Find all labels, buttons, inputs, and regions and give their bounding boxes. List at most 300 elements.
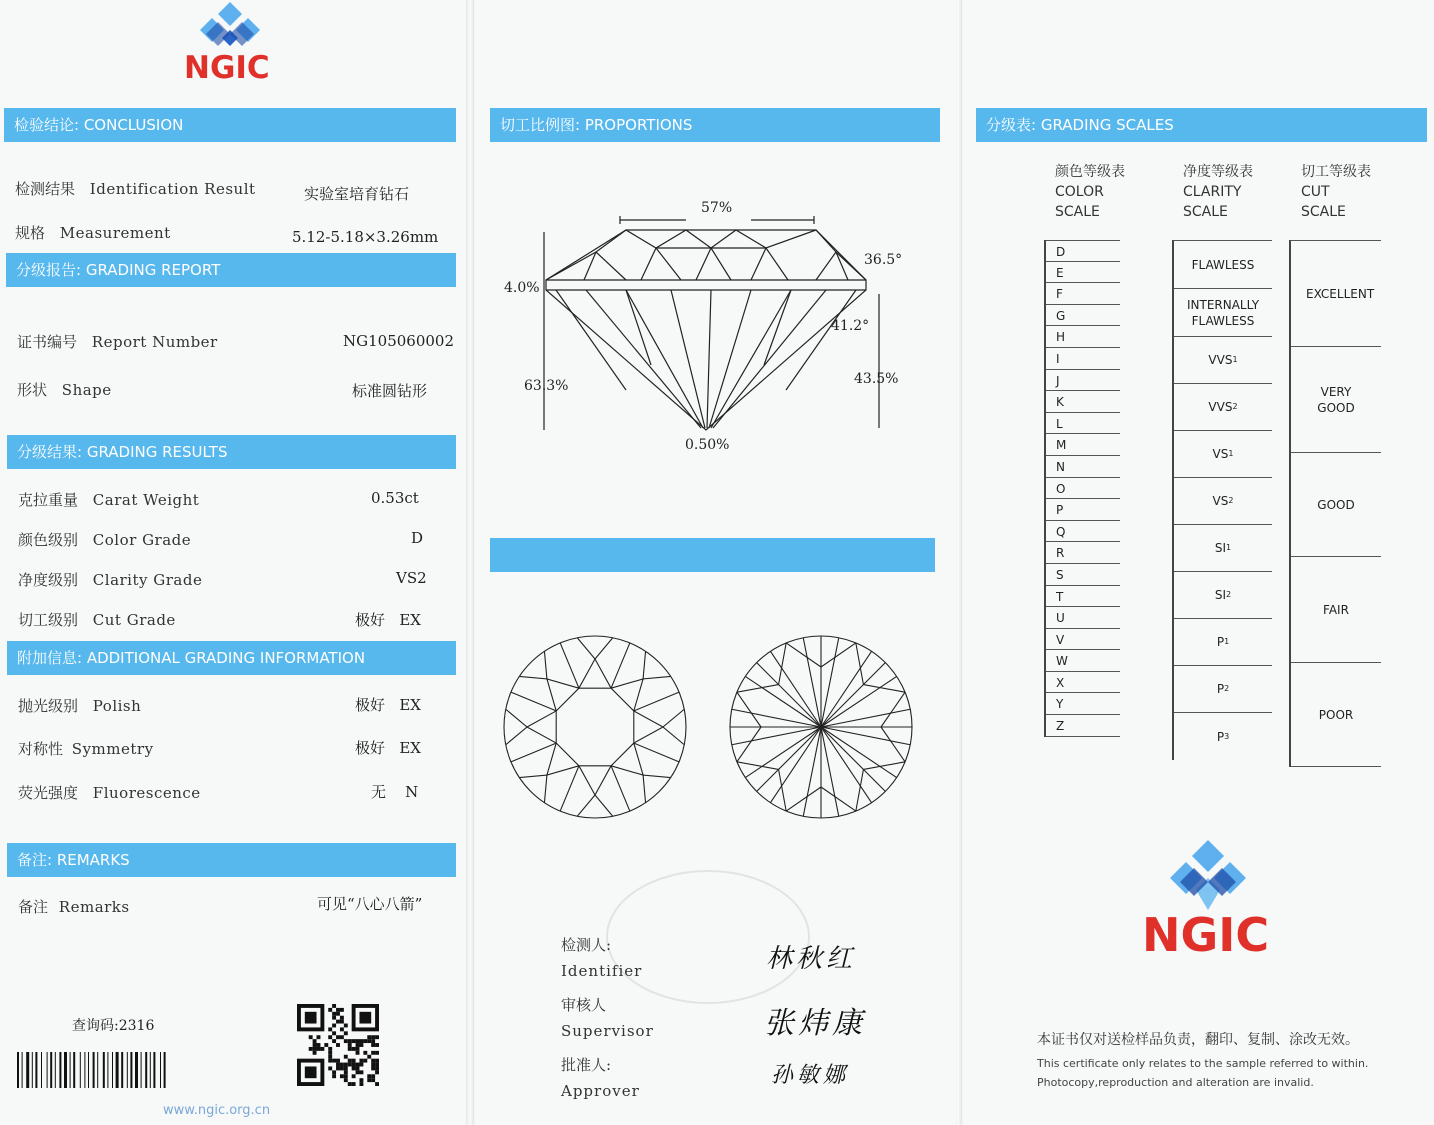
upper-girdle-facet <box>577 795 613 816</box>
qr-module <box>344 1039 348 1043</box>
barcode-bar <box>97 1052 98 1088</box>
qr-module <box>352 1066 356 1070</box>
clarity-grade-cell <box>1174 666 1272 713</box>
qr-module <box>371 1074 375 1078</box>
barcode-bar <box>141 1052 142 1088</box>
color-grade-cell: X <box>1046 672 1120 694</box>
color-grade-cell: S <box>1046 564 1120 586</box>
qr-module <box>336 1008 340 1012</box>
qr-module <box>344 1074 348 1078</box>
ngic-wordmark-large: NGIC <box>1142 908 1270 962</box>
table-percent: 57% <box>701 200 733 216</box>
qr-module <box>344 1066 348 1070</box>
lower-girdle-edge <box>881 727 905 762</box>
barcode-bar <box>160 1052 161 1088</box>
color-grade-cell: R <box>1046 542 1120 564</box>
cut-grade-cell <box>1291 663 1381 767</box>
remarks-header: 备注: REMARKS <box>7 843 456 877</box>
color-grade-cell: W <box>1046 650 1120 672</box>
clarity-grade-subscript: 2 <box>1232 402 1238 411</box>
qr-module <box>328 1055 332 1059</box>
clarity-scale-heading: 净度等级表 CLARITY SCALE <box>1183 164 1253 220</box>
color-grade-cell: V <box>1046 629 1120 651</box>
upper-girdle-facet <box>577 638 613 659</box>
qr-module <box>328 1027 332 1031</box>
grading-results-header: 分级结果: GRADING RESULTS <box>7 435 456 469</box>
clarity-grade-cell <box>1174 713 1272 760</box>
upper-girdle-facet <box>643 775 671 803</box>
clarity-grade-label: P <box>1216 635 1225 649</box>
qr-code-icon[interactable] <box>297 1004 379 1086</box>
grading-report-header: 分级报告: GRADING REPORT <box>6 253 456 287</box>
qr-module <box>371 1039 375 1043</box>
qr-module <box>348 1039 352 1043</box>
clarity-grade-label: VS <box>1212 494 1229 508</box>
clarity-grade-label: INTERNALLY FLAWLESS <box>1186 297 1260 328</box>
color-grade-cell: D <box>1046 240 1120 262</box>
qr-module <box>352 1047 356 1051</box>
qr-module <box>356 1066 360 1070</box>
qr-module <box>328 1008 332 1012</box>
qr-module <box>375 1051 379 1055</box>
clarity-grade-subscript: 1 <box>1228 449 1234 458</box>
pavilion-main-edge <box>757 663 821 727</box>
clarity-grade-cell <box>1174 337 1272 384</box>
disclaimer-en-line1: This certificate only relates to the sample referred to within. <box>1037 1057 1369 1070</box>
qr-module <box>352 1039 356 1043</box>
right-panel <box>964 0 1434 1125</box>
cut-scale-table <box>1289 240 1381 767</box>
lower-girdle-edge <box>821 787 856 811</box>
qr-module <box>352 1074 356 1078</box>
shape-row: 形状 Shape <box>17 381 112 399</box>
qr-module <box>344 1024 348 1028</box>
star-facet <box>634 711 663 743</box>
qr-module <box>375 1066 379 1070</box>
qr-module <box>328 1047 332 1051</box>
qr-module <box>332 1004 336 1008</box>
qr-module <box>371 1066 375 1070</box>
clarity-grade-cell <box>1174 572 1272 619</box>
identifier-signature: 林秋红 <box>766 944 857 974</box>
qr-module <box>375 1070 379 1074</box>
bezel-edge <box>634 692 679 711</box>
barcode-bar <box>26 1052 29 1088</box>
clarity-grade-subscript: 3 <box>1224 731 1230 741</box>
total-depth: 63.3% <box>524 378 569 394</box>
cut-grade-cell <box>1291 557 1381 663</box>
clarity-grade-subscript: 2 <box>1228 496 1234 505</box>
qr-module <box>367 1078 371 1082</box>
qr-module <box>352 1059 356 1063</box>
culet-size: 0.50% <box>685 437 730 453</box>
cut-grade-label: FAIR <box>1323 602 1349 617</box>
color-grade-cell: F <box>1046 283 1120 305</box>
clarity-grade-label: SI <box>1214 588 1227 602</box>
clarity-grade-subscript: 1 <box>1224 637 1230 646</box>
measurement-value: 5.12-5.18×3.26mm <box>292 228 439 246</box>
color-grade-cell: E <box>1046 262 1120 284</box>
qr-module <box>313 1039 317 1043</box>
lower-girdle-edge <box>779 769 787 811</box>
qr-module <box>340 1063 344 1067</box>
barcode-bar <box>17 1052 19 1088</box>
qr-module <box>317 1043 321 1047</box>
bezel-edge <box>611 643 630 688</box>
qr-module <box>359 1082 363 1086</box>
qr-module <box>371 1051 375 1055</box>
bezel-edge <box>511 692 556 711</box>
qr-module <box>340 1066 344 1070</box>
supervisor-signature: 张炜康 <box>764 1006 866 1041</box>
barcode-bar <box>80 1052 81 1088</box>
clarity-grade-cell <box>1174 289 1272 337</box>
clarity-grade-label: SI <box>1214 541 1227 555</box>
barcode-bar <box>84 1052 85 1088</box>
qr-module <box>317 1035 321 1039</box>
lower-girdle-edge <box>737 685 779 693</box>
qr-finder <box>359 1012 371 1024</box>
lower-girdle-edge <box>786 787 821 811</box>
symmetry-value: 极好 EX <box>355 739 421 757</box>
qr-module <box>336 1066 340 1070</box>
qr-module <box>356 1070 360 1074</box>
identifier-label: 检测人: Identifier <box>561 936 643 980</box>
supervisor-label: 审核人 Supervisor <box>561 996 654 1040</box>
cut-grade-cell <box>1291 347 1381 453</box>
additional-info-header: 附加信息: ADDITIONAL GRADING INFORMATION <box>7 641 456 675</box>
clarity-grade-subscript: 2 <box>1226 590 1232 599</box>
qr-module <box>328 1059 332 1063</box>
symmetry-row: 对称性 Symmetry <box>18 740 154 758</box>
barcode-bar <box>64 1052 67 1088</box>
qr-module <box>344 1063 348 1067</box>
qr-module <box>309 1047 313 1051</box>
clarity-grade-row: 净度级别 Clarity Grade <box>18 571 203 589</box>
barcode-bar <box>150 1052 151 1088</box>
star-facet <box>611 743 643 775</box>
cut-grade-label: EXCELLENT <box>1306 286 1375 301</box>
qr-module <box>352 1063 356 1067</box>
pavilion-main-edge <box>757 727 821 791</box>
star-facet <box>547 743 579 775</box>
qr-module <box>363 1039 367 1043</box>
cut-grade-value: 极好 EX <box>355 611 421 629</box>
bezel-edge <box>634 743 679 762</box>
qr-module <box>359 1043 363 1047</box>
qr-module <box>363 1051 367 1055</box>
report-number-row: 证书编号 Report Number <box>17 333 218 351</box>
color-grade-cell: K <box>1046 391 1120 413</box>
clarity-grade-value: VS2 <box>396 569 427 587</box>
barcode-bar <box>22 1052 23 1088</box>
cut-grade-label: GOOD <box>1317 497 1355 512</box>
qr-module <box>344 1070 348 1074</box>
barcode-bar <box>145 1052 147 1088</box>
barcode-icon <box>17 1052 201 1088</box>
barcode-bar <box>112 1052 113 1088</box>
barcode-bar <box>130 1052 132 1088</box>
color-grade-cell: H <box>1046 326 1120 348</box>
barcode-bar <box>50 1052 52 1088</box>
star-facet <box>579 766 611 795</box>
star-facet <box>579 659 611 688</box>
identification-row: 检测结果 Identification Result <box>15 180 256 198</box>
qr-module <box>375 1043 379 1047</box>
star-facet <box>547 679 579 711</box>
barcode-bar <box>73 1052 75 1088</box>
lower-girdle-edge <box>786 643 821 667</box>
color-grade-cell: P <box>1046 499 1120 521</box>
bezel-edge <box>560 766 579 811</box>
lower-girdle-edge <box>737 727 761 762</box>
lower-girdle-edge <box>779 643 787 685</box>
qr-module <box>367 1039 371 1043</box>
qr-module <box>336 1043 340 1047</box>
star-facet <box>527 711 556 743</box>
barcode-bar <box>135 1052 138 1088</box>
lower-girdle-edge <box>881 692 905 727</box>
barcode-bar <box>41 1052 42 1088</box>
qr-module <box>320 1047 324 1051</box>
qr-module <box>340 1074 344 1078</box>
upper-girdle-facet <box>663 709 684 745</box>
barcode-bar <box>153 1052 155 1088</box>
cut-grade-cell <box>1291 241 1381 347</box>
upper-girdle-facet <box>519 651 547 679</box>
qr-module <box>317 1047 321 1051</box>
qr-module <box>328 1051 332 1055</box>
diamond-logo-icon <box>1162 838 1254 918</box>
qr-module <box>328 1035 332 1039</box>
qr-module <box>336 1035 340 1039</box>
qr-module <box>356 1043 360 1047</box>
qr-module <box>348 1082 352 1086</box>
bezel-edge <box>611 766 630 811</box>
qr-module <box>344 1078 348 1082</box>
cut-grade-cell <box>1291 453 1381 557</box>
clarity-grade-label: P <box>1216 729 1225 744</box>
polish-value: 极好 EX <box>355 696 421 714</box>
color-grade-cell: I <box>1046 348 1120 370</box>
qr-module <box>348 1047 352 1051</box>
cut-grade-label: POOR <box>1318 707 1354 722</box>
qr-module <box>332 1059 336 1063</box>
pavilion-angle: 41.2° <box>831 318 870 334</box>
barcode-bar <box>116 1052 119 1088</box>
color-grade-cell: J <box>1046 370 1120 392</box>
color-grade-cell: O <box>1046 478 1120 500</box>
qr-module <box>348 1059 352 1063</box>
cut-scale-heading: 切工等级表 CUT SCALE <box>1301 164 1371 220</box>
qr-module <box>367 1074 371 1078</box>
qr-module <box>332 1070 336 1074</box>
upper-girdle-facet <box>506 709 527 745</box>
carat-row: 克拉重量 Carat Weight <box>18 491 200 509</box>
color-grade-cell: Q <box>1046 521 1120 543</box>
polish-row: 抛光级别 Polish <box>18 697 142 715</box>
table-facet <box>556 688 634 766</box>
barcode-bar <box>47 1052 48 1088</box>
color-grade-cell: L <box>1046 413 1120 435</box>
crown-view-diagram <box>500 632 690 822</box>
pavilion-depth: 43.5% <box>854 371 899 387</box>
grading-scales-header: 分级表: GRADING SCALES <box>976 108 1427 142</box>
website-link[interactable]: www.ngic.org.cn <box>163 1103 271 1118</box>
shape-value: 标准圆钻形 <box>352 382 428 400</box>
cut-grade-row: 切工级别 Cut Grade <box>18 611 176 629</box>
remarks-value: 可见“八心八箭” <box>317 895 423 913</box>
clarity-grade-label: VVS <box>1208 353 1233 367</box>
qr-module <box>348 1063 352 1067</box>
qr-module <box>352 1082 356 1086</box>
barcode-bar <box>59 1052 61 1088</box>
upper-girdle-facet <box>643 651 671 679</box>
qr-module <box>375 1082 379 1086</box>
star-facet <box>611 679 643 711</box>
qr-module <box>356 1047 360 1051</box>
ngic-wordmark: NGIC <box>184 50 270 86</box>
identification-value: 实验室培育钻石 <box>304 185 410 203</box>
qr-module <box>332 1024 336 1028</box>
color-grade-cell: G <box>1046 305 1120 327</box>
qr-module <box>313 1043 317 1047</box>
color-grade-value: D <box>411 529 424 547</box>
qr-module <box>359 1059 363 1063</box>
disclaimer-en-line2: Photocopy,reproduction and alteration are invalid. <box>1037 1076 1314 1089</box>
qr-module <box>336 1012 340 1016</box>
lower-girdle-edge <box>737 762 779 770</box>
qr-module <box>371 1078 375 1082</box>
fold-line <box>466 0 474 1125</box>
bezel-edge <box>511 743 556 762</box>
crown-height: 4.0% <box>504 280 540 296</box>
qr-module <box>340 1008 344 1012</box>
barcode-bar <box>121 1052 123 1088</box>
qr-module <box>309 1035 313 1039</box>
qr-module <box>367 1035 371 1039</box>
qr-module <box>371 1063 375 1067</box>
qr-module <box>359 1063 363 1067</box>
barcode-bar <box>70 1052 71 1088</box>
barcode-bar <box>127 1052 128 1088</box>
clarity-grade-label: VVS <box>1208 400 1233 414</box>
qr-module <box>332 1074 336 1078</box>
qr-module <box>356 1051 360 1055</box>
barcode-bar <box>93 1052 95 1088</box>
approver-label: 批准人: Approver <box>561 1056 640 1100</box>
clarity-grade-cell <box>1174 241 1272 289</box>
barcode-bar <box>107 1052 108 1088</box>
lower-girdle-edge <box>863 762 905 770</box>
qr-module <box>371 1035 375 1039</box>
carat-value: 0.53ct <box>371 489 419 507</box>
color-grade-cell: M <box>1046 434 1120 456</box>
qr-module <box>359 1070 363 1074</box>
clarity-grade-label: FLAWLESS <box>1191 257 1255 272</box>
clarity-grade-subscript: 1 <box>1232 355 1238 364</box>
qr-module <box>332 1031 336 1035</box>
qr-module <box>363 1059 367 1063</box>
qr-module <box>371 1043 375 1047</box>
middle-panel <box>476 0 956 1125</box>
qr-module <box>375 1063 379 1067</box>
qr-module <box>340 1035 344 1039</box>
color-grade-row: 颜色级别 Color Grade <box>18 531 192 549</box>
qr-module <box>336 1020 340 1024</box>
clarity-grade-label: VS <box>1212 447 1229 461</box>
qr-module <box>371 1059 375 1063</box>
measurement-row: 规格 Measurement <box>15 224 171 242</box>
barcode-bar <box>164 1052 166 1088</box>
clarity-grade-cell <box>1174 525 1272 572</box>
report-number-value: NG105060002 <box>343 332 454 350</box>
fluorescence-value: 无 N <box>371 783 419 801</box>
pavilion-view-diagram <box>726 632 916 822</box>
clarity-grade-cell <box>1174 431 1272 478</box>
barcode-bar <box>103 1052 105 1088</box>
clarity-scale-table <box>1172 240 1272 760</box>
qr-module <box>375 1059 379 1063</box>
qr-module <box>348 1043 352 1047</box>
color-grade-cell: N <box>1046 456 1120 478</box>
qr-finder <box>305 1066 317 1078</box>
pavilion-main-edge <box>821 727 885 791</box>
lower-girdle-edge <box>856 769 864 811</box>
clarity-grade-cell <box>1174 384 1272 431</box>
disclaimer-zh: 本证书仅对送检样品负责，翻印、复制、涂改无效。 <box>1037 1032 1359 1048</box>
left-panel <box>0 0 466 1125</box>
qr-module <box>313 1051 317 1055</box>
proportions-header: 切工比例图: PROPORTIONS <box>490 108 940 142</box>
fluorescence-row: 荧光强度 Fluorescence <box>18 784 201 802</box>
color-grade-cell: Z <box>1046 715 1120 737</box>
clarity-grade-subscript: 1 <box>1226 543 1232 552</box>
blank-blue-bar <box>490 538 935 572</box>
pavilion-main-edge <box>821 663 885 727</box>
qr-module <box>328 1066 332 1070</box>
qr-module <box>336 1063 340 1067</box>
approver-signature: 孙敏娜 <box>771 1063 850 1088</box>
qr-module <box>340 1016 344 1020</box>
qr-module <box>344 1055 348 1059</box>
lower-girdle-edge <box>863 685 905 693</box>
qr-finder <box>305 1012 317 1024</box>
color-scale-table <box>1044 240 1120 737</box>
qr-module <box>344 1031 348 1035</box>
lower-girdle-edge <box>821 643 856 667</box>
color-grade-cell: Y <box>1046 693 1120 715</box>
qr-module <box>340 1027 344 1031</box>
clarity-grade-cell <box>1174 619 1272 666</box>
girdle-outline <box>504 636 686 818</box>
qr-module <box>367 1055 371 1059</box>
clarity-grade-label: P <box>1216 682 1225 696</box>
clarity-grade-cell <box>1174 478 1272 525</box>
qr-module <box>332 1012 336 1016</box>
barcode-bar <box>35 1052 37 1088</box>
qr-module <box>332 1039 336 1043</box>
qr-module <box>359 1078 363 1082</box>
clarity-grade-subscript: 2 <box>1224 684 1230 693</box>
query-code: 查询码:2316 <box>72 1018 155 1034</box>
cut-grade-label: VERY GOOD <box>1317 384 1355 415</box>
qr-module <box>324 1043 328 1047</box>
barcode-bar <box>88 1052 89 1088</box>
barcode-bar <box>32 1052 33 1088</box>
bezel-edge <box>560 643 579 688</box>
remarks-row: 备注 Remarks <box>18 898 130 916</box>
